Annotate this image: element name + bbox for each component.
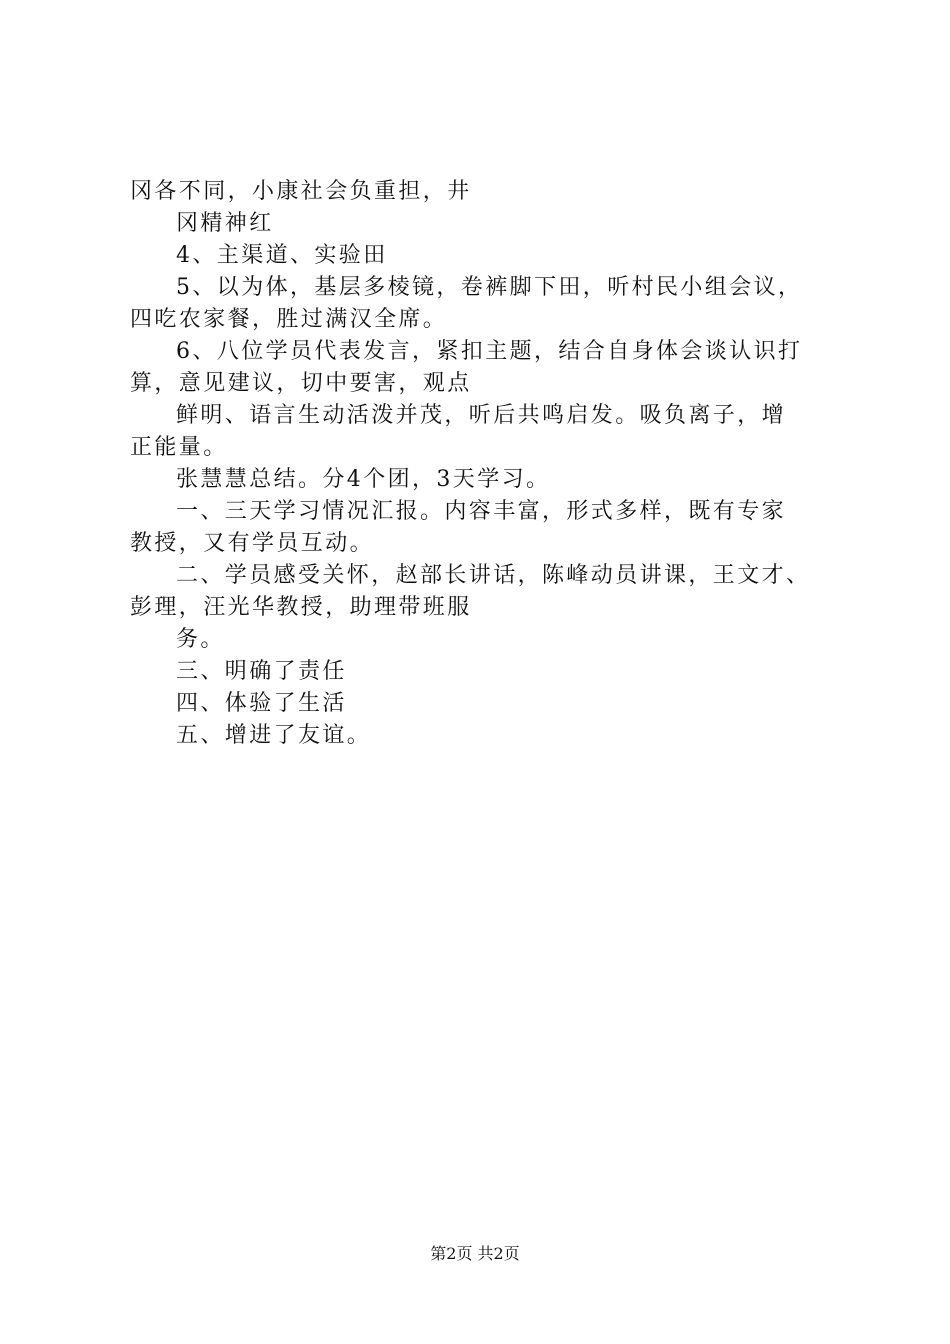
text-line: 教授，又有学员互动。 [130,531,375,556]
text-line: 张慧慧总结。分4个团，3天学习。 [176,467,551,492]
page-number-footer: 第2页 共2页 [430,1244,520,1263]
text-line: 鲜明、语言生动活泼并茂，听后共鸣启发。吸负离子，增 [176,403,787,428]
text-line: 5、以为体，基层多棱镜，卷裤脚下田，听村民小组会议， [176,275,803,300]
text-line: 四吃农家餐，胜过满汉全席。 [130,307,448,332]
text-line: 冈各不同，小康社会负重担，井 [130,179,472,204]
text-line: 算，意见建议，切中要害，观点 [130,371,472,396]
text-line: 三、明确了责任 [176,659,347,684]
text-line: 6、八位学员代表发言，紧扣主题，结合自身体会谈认识打 [176,339,803,364]
text-line: 一、三天学习情况汇报。内容丰富，形式多样，既有专家 [176,499,787,524]
text-line: 正能量。 [130,435,228,460]
text-line: 冈精神红 [176,211,274,236]
document-body [130,176,840,752]
text-line: 四、体验了生活 [176,691,347,716]
text-line: 务。 [176,627,225,652]
text-line: 4、主渠道、实验田 [176,243,388,268]
text-line: 五、增进了友谊。 [176,723,372,748]
text-line: 彭理，汪光华教授，助理带班服 [130,595,472,620]
text-line: 二、学员感受关怀，赵部长讲话，陈峰动员讲课，王文才、 [176,563,811,588]
